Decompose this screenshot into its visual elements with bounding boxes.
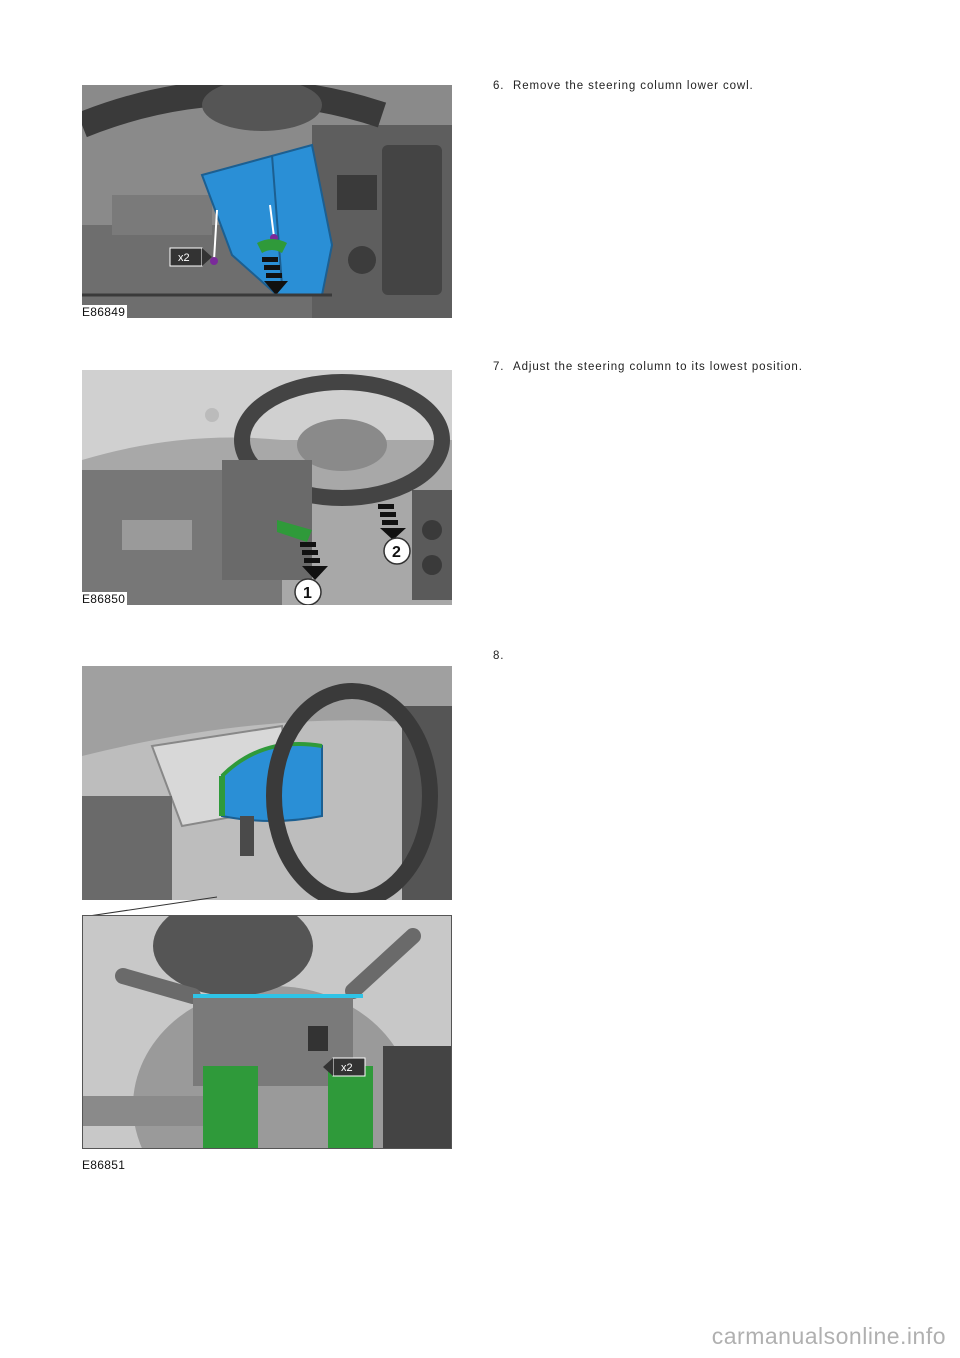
- step-number: 8.: [493, 650, 505, 662]
- step-8: [493, 650, 513, 662]
- figure-upper-cowl-overview: [82, 666, 452, 900]
- step-6: [493, 80, 754, 92]
- step-text: Remove the steering column lower cowl.: [513, 80, 754, 92]
- figure-id: E86850: [82, 592, 126, 606]
- callout-x2: x2: [178, 252, 190, 264]
- callout-2: 2: [392, 544, 401, 561]
- step-number: 7.: [493, 361, 505, 373]
- step-text: Adjust the steering column to its lowest position.: [513, 361, 803, 373]
- figure-upper-cowl-detail: [82, 915, 452, 1149]
- figure-id: E86849: [82, 305, 126, 319]
- figure-id: E86851: [82, 1158, 126, 1172]
- figure-steering-column-adjust: [82, 370, 452, 605]
- step-number: 6.: [493, 80, 505, 92]
- callout-1: 1: [303, 585, 312, 602]
- watermark: carmanualsonline.info: [711, 1323, 946, 1349]
- figure-steering-cowl-removal: [82, 85, 452, 318]
- step-7: [493, 361, 803, 373]
- callout-x2: x2: [341, 1062, 353, 1074]
